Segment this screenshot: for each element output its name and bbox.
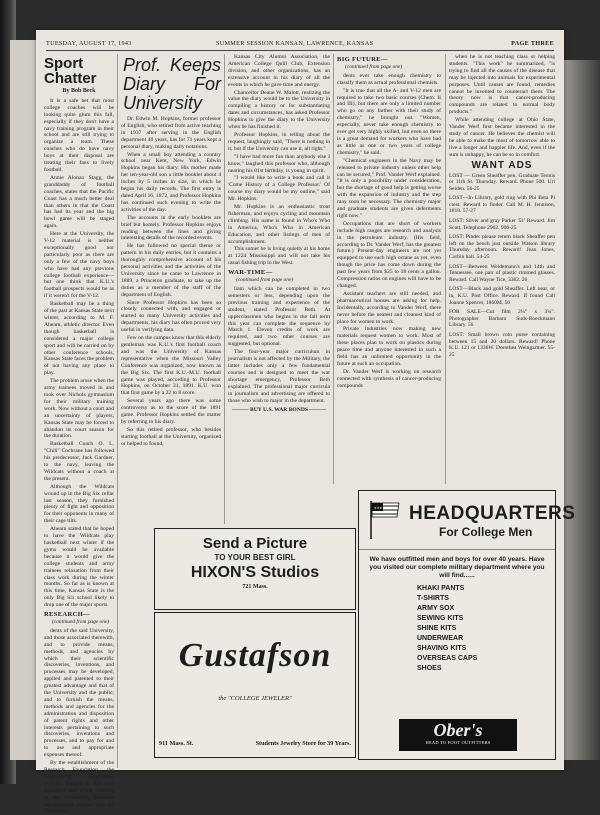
- ad-intro: We have outfitted men and boys for over 40 years. Have you visited our complete military department where you will find......: [369, 556, 545, 579]
- article-paragraph: "It is true that all the A- and V-12 men are required to take two basic courses (Chem. II and III), but there are only a limited number who go on any farther with their study of chemistry," he brought out. "Women, especially, never take enough chemistry to ever get very highly skilled, but even so there is a great demand for workers who have had as little as one or two years of college chemistry," he said.: [337, 87, 441, 156]
- column-prof-diary: [121, 54, 221, 524]
- column-rule: [224, 54, 225, 524]
- article-paragraph: Since Professor Hopkins has been so closely connected with, and engaged or started so many University activities and departments, his diary has often proved very useful in verifying data.: [121, 299, 221, 334]
- ad-subline: TO YOUR BEST GIRL: [214, 553, 296, 562]
- want-ads-heading: WANT ADS: [471, 159, 533, 171]
- list-item: T-SHIRTS: [417, 595, 449, 602]
- article-paragraph: This sumer he is living quietly at his home at 1224 Mississippi and will not take his usual fishing trip in the West.: [228, 246, 330, 267]
- list-item: SHOES: [417, 665, 442, 672]
- ad-footer: [159, 740, 351, 747]
- continued-note: (continued from page one): [52, 618, 110, 625]
- article-paragraph: Several years ago there was some controversy as to the score of the 1891 game. Professor Hopkins settled the matter by referring to his diary.: [121, 398, 221, 425]
- list-item: SEWING KITS: [417, 615, 464, 622]
- article-paragraph: Here at the University, the V-12 material is neither exceptionally good nor particularly poor as there are only a few of the navy boys who have had any previous college football experience—but one think that K.U.'s football prospects would be as if it weren't for the V-12.: [44, 231, 114, 300]
- subhead-war-time: WAR-TIME—: [228, 269, 273, 277]
- header-date: TUESDAY, AUGUST 17, 1943: [46, 40, 132, 47]
- classified-ad: LOST: Small brown coin purse containing between 15 and 20 dollars. Reward! Phone K.U. 121 or 1336W. Dorothea Weingartner. 55-25: [449, 331, 555, 358]
- headquarters-ad: [358, 490, 576, 760]
- ad-headline: Send a Picture: [202, 535, 308, 552]
- ad-business-name: HIXON'S Studios: [190, 564, 320, 581]
- gustafson-logo: Gustafson: [178, 637, 332, 674]
- column-big-future: [337, 54, 441, 484]
- article-paragraph: when he is not teaching class or helping students. "This work" he summarized, "is trying to find all the causes of the disease that may be injected into animals for experimental purposes. Until causes are found, remedies cannot be invented to counteract them. The theory now is that cancer-producing compounds are related to normal body products.": [449, 54, 555, 116]
- article-paragraph: Assistant teachers are still needed, and pharmaceutical houses are asking for help. Incidentally, according to Vander Werf, there never before the neatest and cleanest kind of place for women to work.: [337, 290, 441, 325]
- column-want-ads: [449, 54, 555, 484]
- article-paragraph: The four-year major curriculum in journalism is not affected by the Military, the latter includes only a few fundamental courses and is designed to meet the war shortage emergency, Professor Beth explained. The professional major curricula in journalism and advertising are offered to those who wish to major in the department.: [228, 349, 330, 404]
- item-list: [359, 584, 555, 674]
- article-paragraph: It is a safe bet that most college coaches will be looking quite glum this fall, especially if they don't have a navy training program in their school and are still trying to organize a team. These coaches who do have navy boys at their disposal are treating their fans to lively football.: [44, 97, 114, 173]
- list-item: KHAKI PANTS: [417, 585, 465, 592]
- article-paragraph: Few on the campus know that this elderly gentleman was K.U.'s first football coach and was the University of Kansas representative when the Missouri Valley Conference was organized, now known as the Big Six. The first K.U.-M.U. football game was played, according to Professor Hopkins, on October 31, 1891. K.U. won that first game by a 22 to 8 score.: [121, 335, 221, 397]
- article-paragraph: Occupations that are short of workers include high ranges are research and analysis in the petroleum industry. (His field, according to Dr. Vander Werf, has the greatest future.) Present-day engineers are not yet equipped to use such high octane as yet, even though the price has come down during the past few years from $25 to 18 cents a gallon. Compression ratios on engines will have to be changed.: [337, 220, 441, 289]
- article-paragraph: Dr. Vander Werf is working on research connected with synthesis of cancer-producing compounds: [337, 368, 441, 389]
- classified-ad: LOST: Silver and gray Parker '51' Reward. Jim Scott, Telephone 2902. 906-25: [449, 218, 555, 231]
- article-paragraph: dents of the said University, and those associated therewith, and to provide means, methods, and agencies by which their scientific discoveries, inventions, and processes may be developed, applied and patented to their greatest advantage and that of the University and the public; and to furnish the means, methods and agencies for the administration and disposition of patent rights and other interests pertaining to such discoveries, inventions and processes, and to pay for and to use and appropriate expenses thereof.: [44, 627, 114, 759]
- continued-note: (continued from page one): [236, 277, 294, 284]
- gustafson-jeweler-ad: [154, 612, 356, 758]
- subhead-research: RESEARCH—: [44, 611, 90, 619]
- article-paragraph: "I would like to write a book and call it 'Come History of a College Professor.' Of course my diary would be my outline," said Mr. Hopkins.: [228, 175, 330, 203]
- column-rule: [117, 54, 118, 768]
- classified-ad: FOR SALE—Cut film 2¼" x 3¼". Photographer Barbara Suds-Boeckmann Library. 56: [449, 309, 555, 329]
- article-paragraph: The problem arose when the army trainees moved in and took over Nichols gymnasium for their military training work. Now without a court and an uncertainty of players, Kansas State may be forced to abandon its court season for the duration.: [44, 378, 114, 440]
- article-paragraph: The accounts in the early booklets are brief but homely. Professor Hopkins enjoys reading between the lines and giving interesting details of the recorded events.: [121, 214, 221, 242]
- ad-slogan: Students Jewelry Store for 39 Years.: [255, 740, 351, 747]
- column-rule: [445, 54, 446, 484]
- article-paragraph: Professor Hopkins, in telling about the request, laughingly said, "There is nothing in it, but if the University can use it, all right.": [228, 131, 330, 152]
- classified-ad: LOST—Between Weidemann's and 14th and Tennessee, one pair of plastic rimmed glasses. Reward. Call Wayne Tice, 3382. 26: [449, 263, 555, 283]
- article-paragraph: Mr. Hopkins is an enthusiastic trout fisherman, and enjoys cycling and mountain climbing. His name is found in Who's Who in America, Who's Who in American Education, and other listings of men of accomplishment.: [228, 204, 330, 245]
- column-diary-continued: [228, 54, 330, 524]
- classified-ad: LOST: Pinder please return black Sheaffer pen left on the bench just outside Watson library Thursday afternoon. Reward! Jean Jones, Corbin hall. 54-25: [449, 234, 555, 261]
- article-paragraph: So this retired professor, who besides starting football at the University, organized or helped to found,: [121, 426, 221, 447]
- svg-text:★★★: ★★★: [374, 506, 383, 510]
- article-paragraph: "Chemical engineers in the Navy may be released to private industry unless other help can be secured," Prof. Vander Werf explained. "It is only a possibility under consideration, but the shortage of good help is getting worse with the expansion of industry and the step may soon be necessary. The chemistry major and graduate students are given deferments right now.": [337, 157, 441, 219]
- headline-prof-diary: Prof. Keeps Diary For University: [123, 55, 221, 113]
- page-right-shadow: [564, 60, 600, 760]
- ad-address: 721 Mass.: [242, 584, 268, 590]
- classified-ad: LOST — Green Sheaffer pen. Graduate Tennis or 11th St. Thursday. Reward. Phone 500. Uri Seiden. 56-25: [449, 172, 555, 192]
- subhead-big-future: BIG FUTURE—: [337, 56, 388, 63]
- header-page-number: PAGE THREE: [511, 40, 554, 47]
- byline: By Bob Beck: [62, 88, 96, 94]
- article-paragraph: Basketball may be a thing of the past at Kansas State next winter, according to M. F. Ahearn, athletic director. Even though basketball is considered a major college sport and will be carried on by other conference schools, Kansas State faces the problem of not having any place to play.: [44, 301, 114, 377]
- headline-sport-chatter: Sport Chatter: [44, 55, 97, 87]
- list-item: SHINE KITS: [417, 625, 457, 632]
- newspaper-page: [36, 30, 576, 815]
- article-paragraph: Chancellor Deane W. Malott, realizing the value the diary would be to the University in compiling a history or for substantiating dates and circumstances, has asked Professor Hopkins to give the diary to the University when he has finished it.: [228, 89, 330, 131]
- header-masthead: SUMMER SESSION KANSAN, LAWRENCE, KANSAS: [216, 40, 374, 47]
- page-header: [46, 38, 554, 51]
- article-paragraph: When a small boy attending a country school near Kent, New York, Edwin Hopkins began his diary. His mother made her ten-year-old son a little booklet about 4 inches by 5 inches in size, in which he began his daily records. The first entry is dated April 16, 1872, and Professor Hopkins has continued such evening to write the activities of the day.: [121, 151, 221, 213]
- list-item: SHAVING KITS: [417, 645, 467, 652]
- article-paragraph: By the establishment of the Research Foundation, the Engineering Experiment Station, housed in the new stabilized unit block building at the University, becomes automatically merged with the foundation.: [44, 760, 114, 815]
- ad-address: 911 Mass. St.: [159, 740, 194, 747]
- classified-ad: LOST—In Library, gold ring with Phi Beta Pi crest. Reward to finder. Call M. H. Jennison, 1818. 57-27: [449, 195, 555, 215]
- list-item: ARMY SOX: [417, 605, 455, 612]
- article-paragraph: Basketball Coach O. L. "Chili" Cochrane has followed his predecessor, Jack Gardner, to the navy, leaving the Wildcats without a coach at the present.: [44, 441, 114, 482]
- article-paragraph: Although the Wildcats wound up in the Big Six cellar last season, they furnished plenty of fight and opposition for their opponents in many of their cage tilts.: [44, 483, 114, 525]
- column-rule: [333, 54, 334, 484]
- ad-banner: [359, 491, 576, 550]
- article-paragraph: dents ever take enough chemistry to classify them as actual professional chemists.: [337, 72, 441, 86]
- ad-headline: HEADQUARTERS: [409, 503, 576, 524]
- war-bonds-line: ——— BUY U.S. WAR BONDS ———: [231, 407, 327, 414]
- article-paragraph: Annie Alonzo Stagg, the granddaddy of football coaches, states that the Pacific Coast has a much better deal than others in that the Coast has had its year and the big bowl game will be staged again.: [44, 174, 114, 230]
- hixon-studios-ad: [154, 528, 356, 610]
- article-paragraph: liam which can be completed in two semesters or less, depending upon the previous training and experience of the student, stated Professor Beth. At upperclassmen who begins in the fall term this year can complete the sequence by March 1. Eleven credits of work are required, and two other courses are suggested, but optional.: [228, 286, 330, 348]
- ad-tagline: the "COLLEGE JEWELER": [218, 695, 292, 702]
- article-paragraph: "I have had more fun than anybody else I know," laughed this professor who, although nearing his 81st birthday, is young in spirit.: [228, 153, 330, 174]
- list-item: OVERSEAS CAPS: [417, 655, 478, 662]
- continued-note: (continued from page one): [345, 63, 403, 70]
- article-paragraph: He has followed no special theme or pattern in his daily entries, but it contains a thoroughly comprehensive account of his personal activities and the activities of the University since he came to Lawrence in 1889, a Princeton graduate, to take up the duties as a member of the staff of the department of English.: [121, 243, 221, 298]
- classified-ad: LOST—Black and gold Sheaffer. Left near, or in, K.U. Post Office. Reward. If found Call Joanne Spencer, 1860M. 56: [449, 286, 555, 306]
- article-paragraph: Dr. Edwin M. Hopkins, former professor of English, who retired from active teaching in 1937 after serving in the English department 40 years, has for 71 years kept a personal diary, making daily notations.: [121, 116, 221, 150]
- ad-subheadline: For College Men: [439, 525, 533, 539]
- flag-icon: [367, 499, 403, 539]
- store-name: Ober's: [433, 720, 483, 740]
- column-sport-chatter: [44, 54, 114, 815]
- article-paragraph: Private industries now making new materials request women to work. Most of these places plan to work on plastics during peace time and anyone interested in such a field has an unlimited opportunity in the future at such an occupation.: [337, 326, 441, 367]
- store-tagline: HEAD TO FOOT OUTFITTERS: [425, 740, 491, 745]
- article-paragraph: Ahearn stated that he hoped to have the Wildcats play basketball next winter if the gyms would be available because it would give the college students and army trainees relaxation from their class work during the winter months. So far as is known at this time, Kansas State is the only Big Six school likely to drop one of the major sports.: [44, 526, 114, 609]
- obers-logo: [399, 719, 517, 751]
- article-paragraph: While attending college at Ohio State, Vander Werf first became interested in the study of cancer. He believes the chemist will be able to make the most of tomorrow able to live a longer and happier life. And, even if the sum is unhappy, he can be so in comfort.: [449, 117, 555, 158]
- list-item: UNDERWEAR: [417, 635, 464, 642]
- article-paragraph: Kansas City Alumni Association, the American College Quill Club, Extension division, and other organizations, has an extensive account in his diary of all the events in which he gave time and energy.: [228, 54, 330, 88]
